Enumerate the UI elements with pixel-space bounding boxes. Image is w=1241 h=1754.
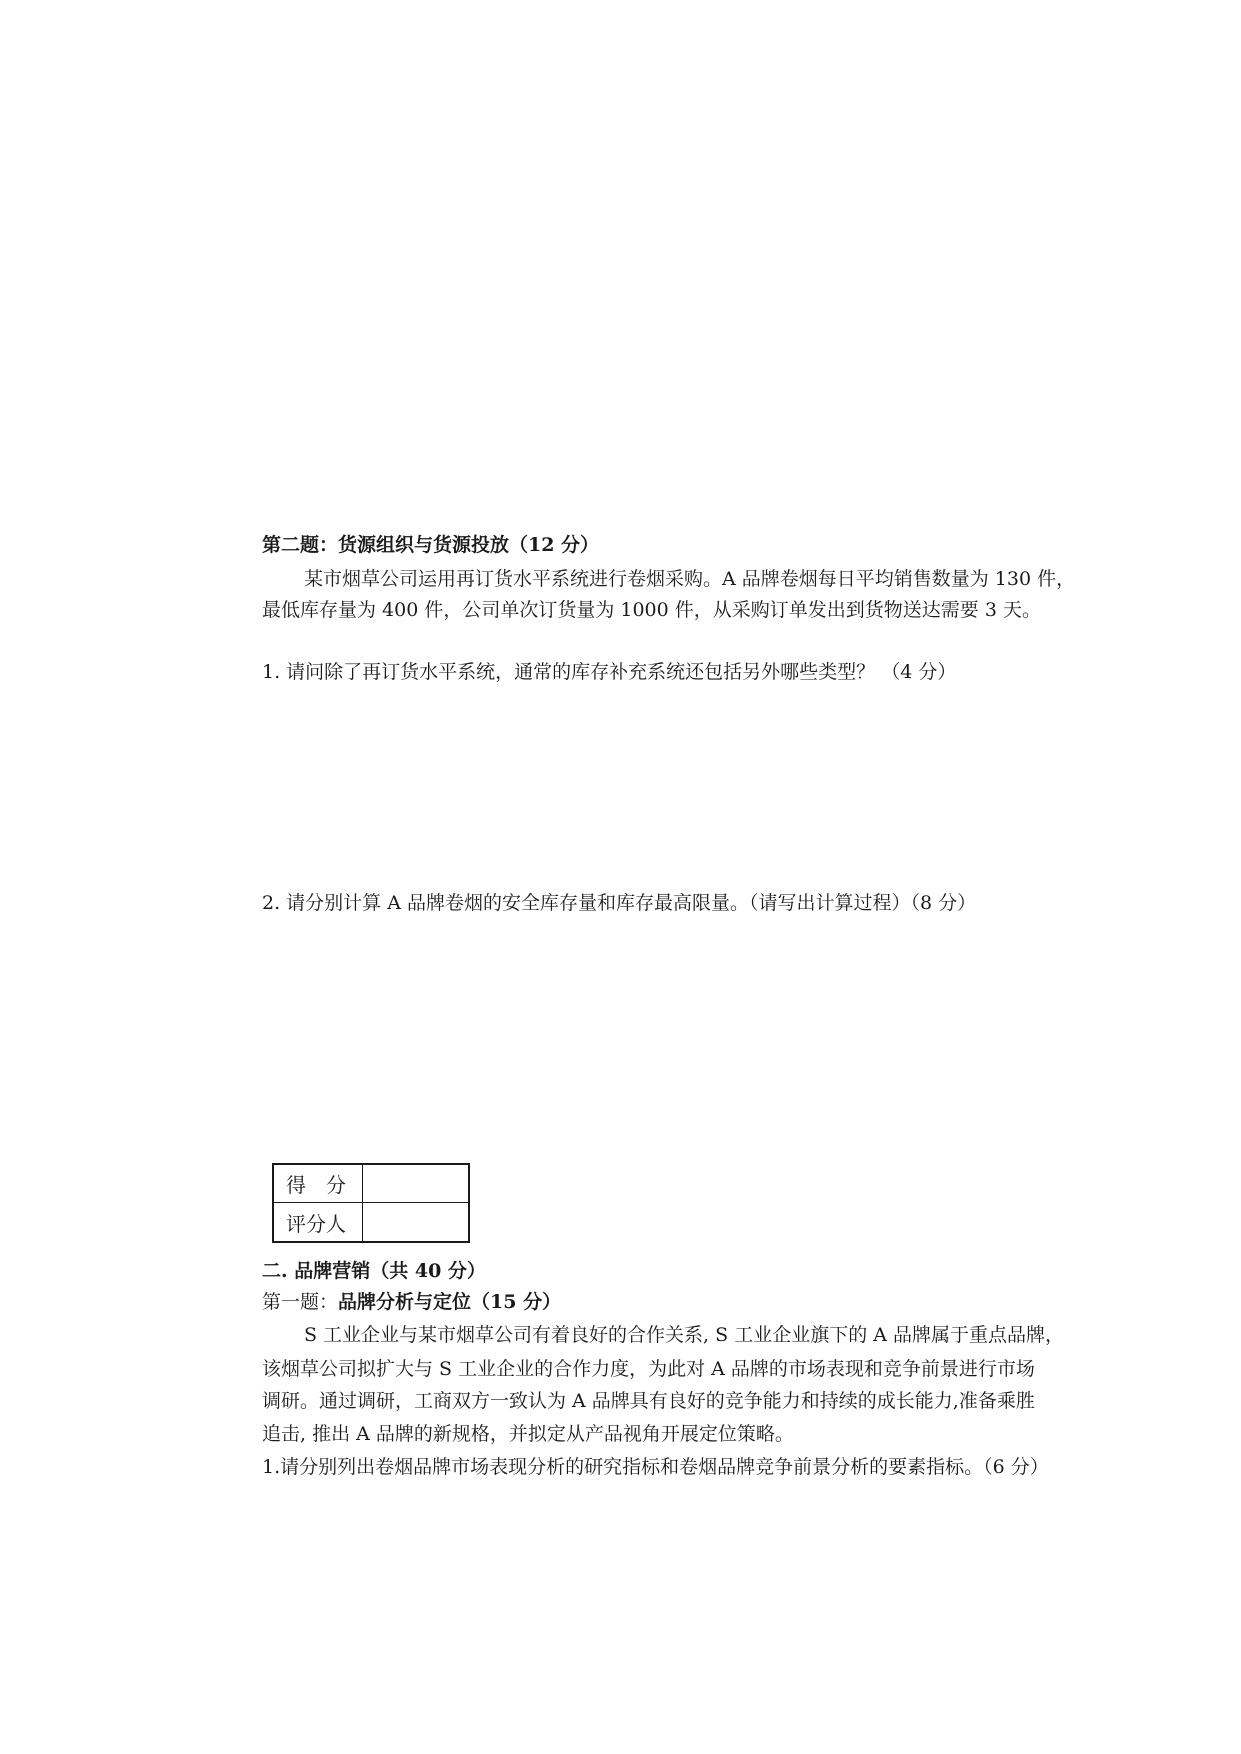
q2-paragraph-line-1: 某市烟草公司运用再订货水平系统进行卷烟采购。A 品牌卷烟每日平均销售数量为 130 件， (304, 568, 1076, 590)
section-2-paragraph-line-1: S 工业企业与某市烟草公司有着良好的合作关系, S 工业企业旗下的 A 品牌属于重点品牌， (304, 1324, 1064, 1346)
section-2-subquestion-1: 1.请分别列出卷烟品牌市场表现分析的研究指标和卷烟品牌竞争前景分析的要素指标。（6 分） (262, 1456, 1049, 1478)
grader-value-field[interactable] (363, 1203, 468, 1241)
section-2-q1-heading (262, 1289, 561, 1315)
grader-label: 评分人 (274, 1203, 363, 1241)
q2-subquestion-2: 2. 请分别计算 A 品牌卷烟的安全库存量和库存最高限量。（请写出计算过程）（8 分） (262, 892, 977, 914)
score-label: 得 分 (274, 1165, 363, 1203)
q2-subquestion-1: 1. 请问除了再订货水平系统，通常的库存补充系统还包括另外哪些类型？ （4 分） (262, 661, 957, 683)
section-2-paragraph-line-4: 追击, 推出 A 品牌的新规格，并拟定从产品视角开展定位策略。 (262, 1423, 794, 1445)
score-value-field[interactable] (363, 1165, 468, 1203)
q2-title: 第二题：货源组织与货源投放（12 分） (262, 534, 600, 556)
score-table (272, 1163, 470, 1243)
section-2-q1-title: 品牌分析与定位（15 分） (338, 1291, 562, 1313)
section-2-title: 二. 品牌营销（共 40 分） (262, 1260, 486, 1282)
section-2-q1-prefix: 第一题： (262, 1291, 339, 1313)
q2-paragraph-line-2: 最低库存量为 400 件，公司单次订货量为 1000 件，从采购订单发出到货物送达需要 3 天。 (262, 599, 1041, 621)
section-2-paragraph-line-2: 该烟草公司拟扩大与 S 工业企业的合作力度，为此对 A 品牌的市场表现和竞争前景进行市场 (262, 1358, 1035, 1380)
section-2-paragraph-line-3: 调研。通过调研，工商双方一致认为 A 品牌具有良好的竞争能力和持续的成长能力,准备乘胜 (262, 1390, 1035, 1412)
